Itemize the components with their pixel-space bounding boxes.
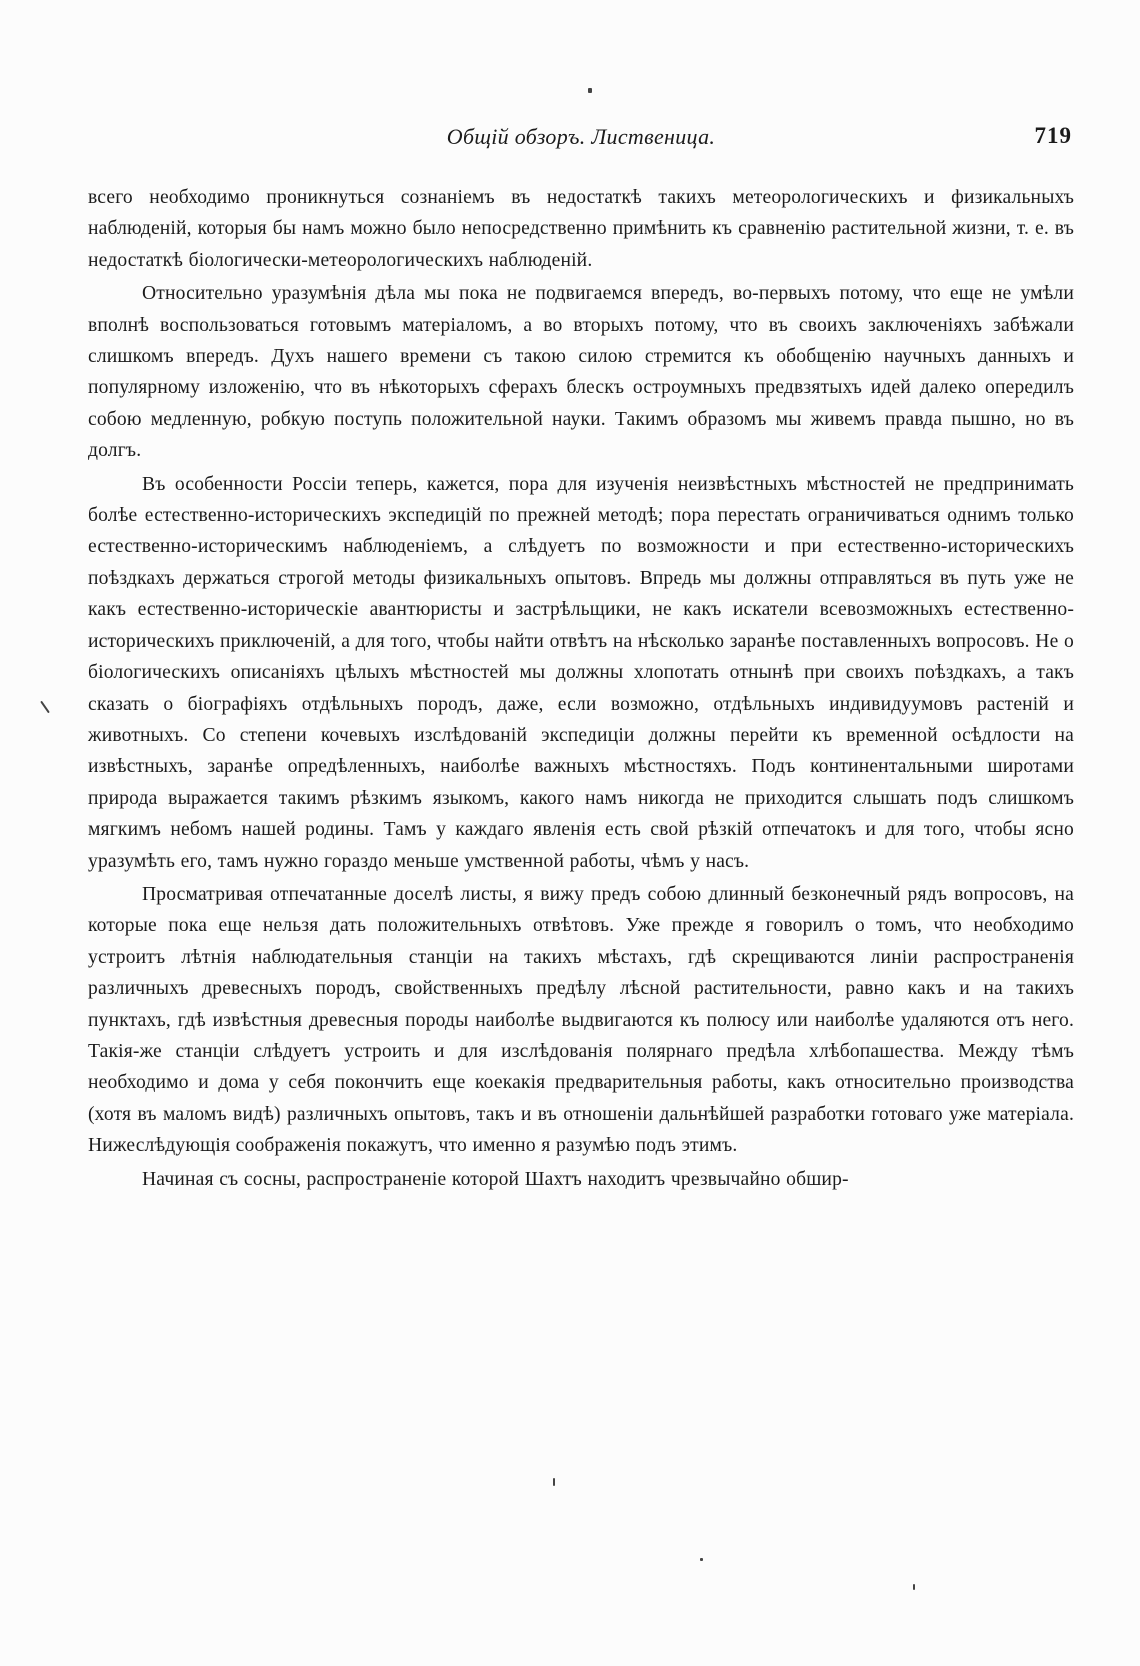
scan-speck <box>553 1478 555 1486</box>
scan-speck <box>588 88 592 93</box>
scan-speck <box>40 701 50 714</box>
running-title: Общій обзоръ. Лиственица. <box>446 124 716 149</box>
paragraph-1: всего необходимо проникнуться сознаніемъ въ недостаткѣ такихъ метеорологическихъ и физикальныхъ наблюденій, которыя бы намъ можно было непосредственно примѣнить къ сравненію растительной жизни, т. е. въ недостаткѣ біологически-метеорологическихъ наблюденій. <box>88 187 1074 271</box>
page-number: 719 <box>1034 123 1072 148</box>
paragraph-3: Въ особенности Россіи теперь, кажется, пора для изученія неизвѣстныхъ мѣстностей не предпринимать болѣе естественно-историческихъ экспедицій по прежней методѣ; пора перестать ограничиваться однимъ только естественно-историческимъ наблюденіемъ, а слѣдуетъ по возможности и при естественно-историческихъ поѣздкахъ держаться строгой методы физикальныхъ опытовъ. Впредь мы должны отправляться въ путь уже не какъ естественно-историческіе авантюристы и застрѣльщики, не какъ искатели всевозможныхъ естественно-историческихъ приключеній, а для того, чтобы найти отвѣтъ на нѣсколько заранѣе поставленныхъ вопросовъ. Не о біологическихъ описаніяхъ цѣлыхъ мѣстностей мы должны хлопотать отнынѣ при своихъ поѣздкахъ, а такъ сказать о біографіяхъ отдѣльныхъ породъ, даже, если возможно, отдѣльныхъ индивидуумовъ растеній и животныхъ. Со степени кочевыхъ изслѣдованій экспедиціи должны перейти къ временной осѣдлости на извѣстныхъ, заранѣе опредѣленныхъ, наиболѣе важныхъ мѣстностяхъ. Подъ континентальными широтами природа выражается такимъ рѣзкимъ языкомъ, какого намъ никогда не приходится слышать подъ слишкомъ мягкимъ небомъ нашей родины. Тамъ у каждаго явленія есть свой рѣзкій отпечатокъ и для того, чтобы ясно уразумѣть его, тамъ нужно гораздо меньше умственной работы, чѣмъ у насъ. <box>88 473 1074 872</box>
scan-speck <box>700 1558 703 1561</box>
body-text <box>88 182 1074 1195</box>
page-header <box>90 124 1072 154</box>
paragraph-4: Просматривая отпечатанные доселѣ листы, я вижу предъ собою длинный безконечный рядъ вопросовъ, на которые пока еще нельзя дать положительныхъ отвѣтовъ. Уже прежде я говорилъ о томъ, что необходимо устроитъ лѣтнія наблюдательныя станціи на такихъ мѣстахъ, гдѣ скрещиваются линіи распространенія различныхъ древесныхъ породъ, свойственныхъ предѣлу лѣсной растительности, равно какъ и на такихъ пунктахъ, гдѣ извѣстныя древесныя породы наиболѣе выдвигаются къ полюсу или наиболѣе удаляются отъ него. Такія-же станціи слѣдуетъ устроить и для изслѣдованія полярнаго предѣла хлѣбопашества. Между тѣмъ необходимо и дома у себя покончить еще коекакія предварительныя работы, какъ относительно производства (хотя въ маломъ видѣ) различныхъ опытовъ, такъ и въ отношеніи дальнѣйшей разработки готоваго уже матеріала. Нижеслѣдующія соображенія покажутъ, что именно я разумѣю подъ этимъ. <box>88 883 1074 1157</box>
scan-speck <box>913 1584 915 1590</box>
paragraph-5: Начиная съ сосны, распространеніе которой Шахтъ находитъ чрезвычайно обшир- <box>142 1168 849 1190</box>
paragraph-2: Относительно уразумѣнія дѣла мы пока не подвигаемся впередъ, во-первыхъ потому, что еще не умѣли вполнѣ воспользоваться готовымъ матеріаломъ, а во вторыхъ потому, что въ своихъ заключеніяхъ забѣжали слишкомъ впередъ. Духъ нашего времени съ такою силою стремится къ обобщенію научныхъ данныхъ и популярному изложенію, что въ нѣкоторыхъ сферахъ блескъ остроумныхъ предвзятыхъ идей далеко опередилъ собою медленную, робкую поступь положительной науки. Такимъ образомъ мы живемъ правда пышно, но въ долгъ. <box>88 283 1074 462</box>
